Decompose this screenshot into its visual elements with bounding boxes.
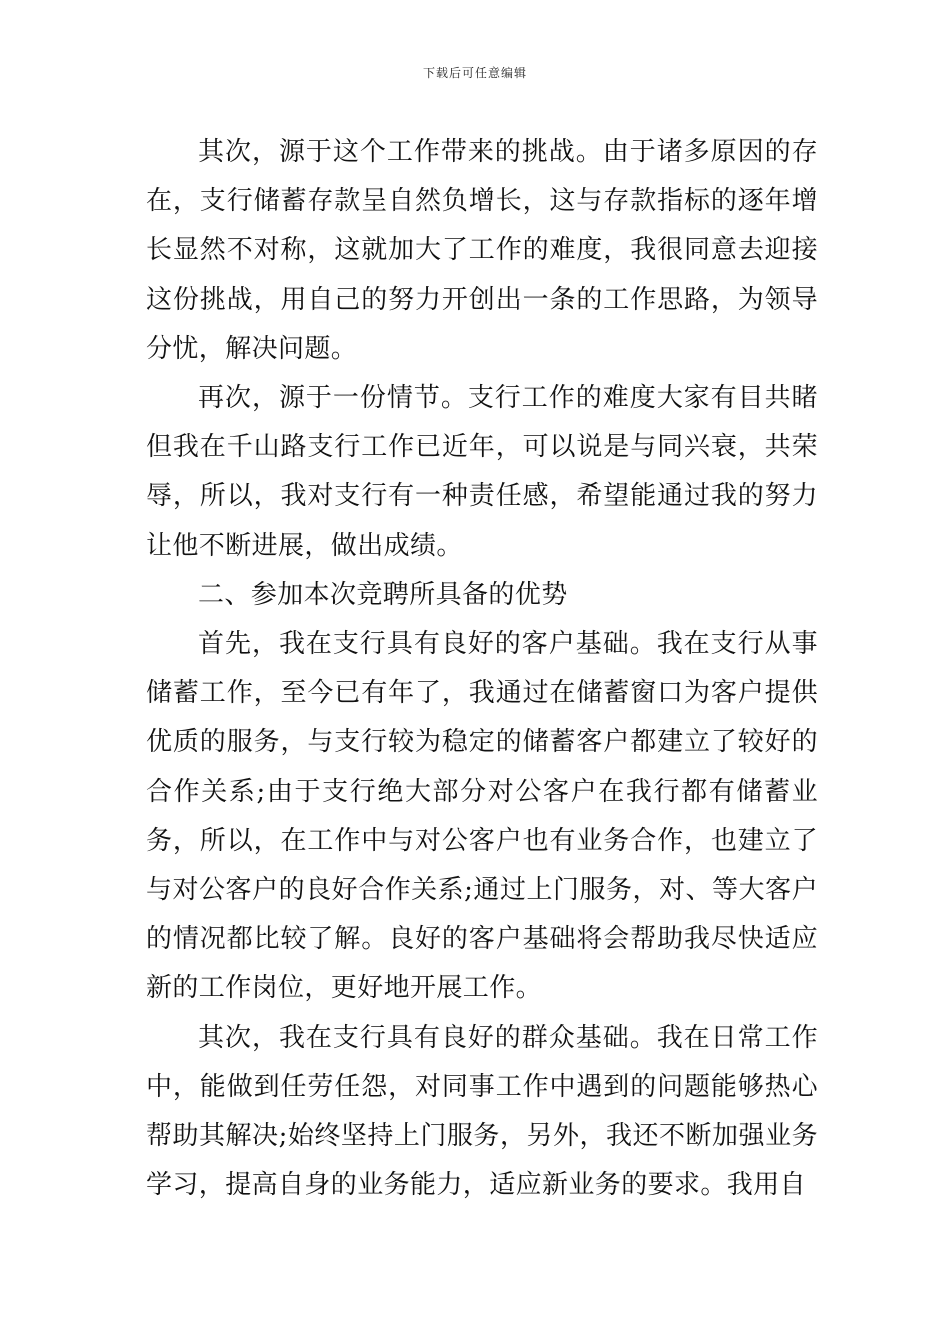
paragraph-customer-base: 首先，我在支行具有良好的客户基础。我在支行从事储蓄工作，至今已有年了，我通过在储蓄窗口为客户提供优质的服务，与支行较为稳定的储蓄客户都建立了较好的合作关系;由于支行绝大部分对公客户在我行都有储蓄业务，所以，在工作中与对公客户也有业务合作，也建立了与对公客户的良好合作关系;通过上门服务，对、等大客户的情况都比较了解。良好的客户基础将会帮助我尽快适应新的工作岗位，更好地开展工作。 [146, 629, 818, 1004]
paragraph-mass-base: 其次，我在支行具有良好的群众基础。我在日常工作中，能做到任劳任怨，对同事工作中遇到的问题能够热心帮助其解决;始终坚持上门服务，另外，我还不断加强业务学习，提高自身的业务能力，适应新业务的要求。我用自 [146, 1022, 818, 1201]
paragraph-affection: 再次，源于一份情节。支行工作的难度大家有目共睹但我在千山路支行工作已近年，可以说是与同兴衰，共荣辱，所以，我对支行有一种责任感，希望能通过我的努力让他不断进展，做出成绩。 [146, 383, 818, 561]
header-note: 下载后可任意编辑 [422, 66, 527, 80]
section-heading-advantages: 二、参加本次竞聘所具备的优势 [198, 579, 568, 610]
document-body [146, 128, 818, 1210]
paragraph-challenge: 其次，源于这个工作带来的挑战。由于诸多原因的存在，支行储蓄存款呈自然负增长，这与存款指标的逐年增长显然不对称，这就加大了工作的难度，我很同意去迎接这份挑战，用自己的努力开创出一条的工作思路，为领导分忧，解决问题。 [146, 137, 818, 364]
